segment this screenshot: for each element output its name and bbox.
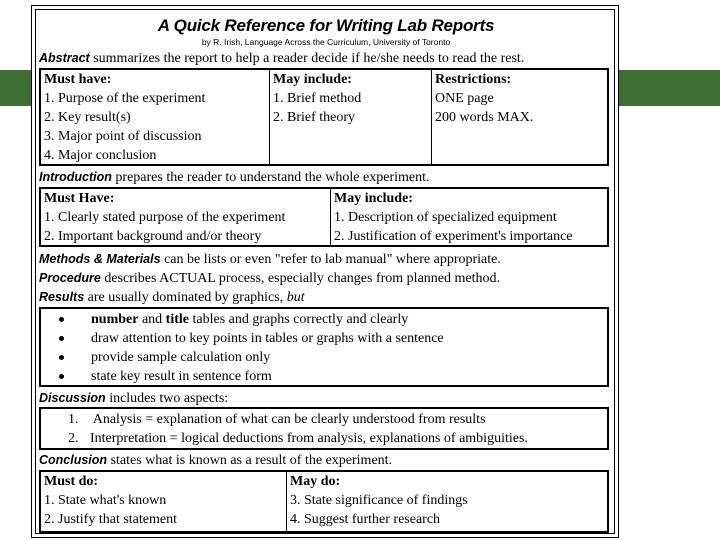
page-title: A Quick Reference for Writing Lab Reports [157, 16, 495, 35]
procedure-line [39, 269, 500, 288]
bullet-dot-icon [59, 317, 64, 322]
abstract-text: summarizes the report to help a reader decide if he/she needs to read the rest. [89, 51, 525, 66]
bullet-bold-title: title [165, 312, 189, 327]
introduction-keyword: Introduction [39, 170, 112, 184]
methods-text: can be lists or even "refer to lab manual" where appropriate. [160, 252, 501, 267]
discussion-item-number: 1. [68, 412, 79, 427]
sheet-inner-frame [35, 9, 615, 534]
results-bullet-list [41, 310, 607, 386]
introduction-must-column [41, 189, 330, 245]
abstract-may-header: May include: [273, 72, 352, 87]
bullet-dot-icon [59, 355, 64, 360]
introduction-text: prepares the reader to understand the whole experiment. [111, 170, 430, 185]
conclusion-must-item: 2. Justify that statement [44, 512, 177, 527]
abstract-must-header: Must have: [44, 72, 112, 87]
conclusion-table [39, 470, 609, 533]
conclusion-keyword: Conclusion [39, 453, 108, 467]
bullet-dot-icon [59, 336, 64, 341]
introduction-must-item: 2. Important background and/or theory [44, 229, 262, 244]
bullet-text: and [138, 312, 166, 327]
conclusion-text: states what is known as a result of the experiment. [107, 453, 393, 468]
discussion-text: includes two aspects: [105, 391, 229, 406]
discussion-item [41, 429, 607, 448]
introduction-must-header: Must Have: [44, 191, 115, 206]
conclusion-may-item: 3. State significance of findings [290, 493, 468, 508]
introduction-may-item: 1. Description of specialized equipment [334, 210, 557, 225]
page-subtitle: by R. Irish, Language Across the Curriculum, University of Toronto [201, 37, 451, 47]
procedure-text: describes ACTUAL process, especially changes from planned method. [100, 271, 500, 286]
discussion-item [41, 410, 607, 429]
abstract-keyword: Abstract [39, 51, 90, 65]
abstract-must-item: 1. Purpose of the experiment [44, 91, 206, 106]
bullet-text: tables and graphs correctly and clearly [189, 312, 409, 327]
introduction-may-item: 2. Justification of experiment's importance [334, 229, 573, 244]
abstract-may-item: 2. Brief theory [273, 110, 356, 125]
abstract-restrictions-item: ONE page [435, 91, 494, 106]
bullet-text: provide sample calculation only [91, 350, 271, 365]
abstract-restrictions-item: 200 words MAX. [435, 110, 534, 125]
conclusion-may-column [286, 472, 607, 531]
abstract-must-column [41, 70, 269, 164]
abstract-must-item: 2. Key result(s) [44, 110, 131, 125]
results-bullet [41, 329, 607, 348]
results-bullet [41, 348, 607, 367]
abstract-must-item: 4. Major conclusion [44, 148, 157, 163]
discussion-list [41, 410, 607, 448]
discussion-line [39, 389, 228, 408]
introduction-must-item: 1. Clearly stated purpose of the experiment [44, 210, 286, 225]
procedure-keyword: Procedure [39, 271, 101, 285]
abstract-may-item: 1. Brief method [273, 91, 362, 106]
discussion-item-number: 2. [68, 431, 79, 446]
introduction-may-column [330, 189, 607, 245]
conclusion-must-column [41, 472, 286, 531]
discussion-box [39, 407, 609, 450]
introduction-may-header: May include: [334, 191, 413, 206]
introduction-table [39, 187, 609, 247]
bullet-text: state key result in sentence form [91, 369, 272, 384]
discussion-item-text: Analysis = explanation of what can be clearly understood from results [92, 412, 486, 427]
abstract-restrictions-header: Restrictions: [435, 72, 512, 87]
conclusion-may-item: 4. Suggest further research [290, 512, 441, 527]
discussion-keyword: Discussion [39, 391, 106, 405]
abstract-table [39, 68, 609, 166]
abstract-may-column [269, 70, 431, 164]
abstract-must-item: 3. Major point of discussion [44, 129, 202, 144]
methods-keyword: Methods & Materials [39, 252, 161, 266]
methods-line [39, 250, 501, 269]
bullet-bold-number: number [91, 312, 139, 327]
results-keyword: Results [39, 290, 85, 304]
abstract-line [39, 49, 524, 68]
introduction-line [39, 168, 430, 187]
bullet-text: draw attention to key points in tables or graphs with a sentence [91, 331, 444, 346]
conclusion-line [39, 451, 392, 470]
discussion-item-text: Interpretation = logical deductions from analysis, explanations of ambiguities. [90, 431, 528, 446]
results-line [39, 288, 305, 307]
results-box [39, 307, 609, 387]
abstract-restrictions-column [431, 70, 607, 164]
reference-sheet [31, 5, 619, 538]
results-bullet [41, 367, 607, 386]
conclusion-may-header: May do: [290, 474, 341, 489]
conclusion-must-header: Must do: [44, 474, 99, 489]
results-text: are usually dominated by graphics, [84, 290, 287, 305]
results-text-italic: but [286, 290, 305, 305]
bullet-dot-icon [59, 374, 64, 379]
conclusion-must-item: 1. State what's known [44, 493, 167, 508]
results-bullet [41, 310, 607, 329]
